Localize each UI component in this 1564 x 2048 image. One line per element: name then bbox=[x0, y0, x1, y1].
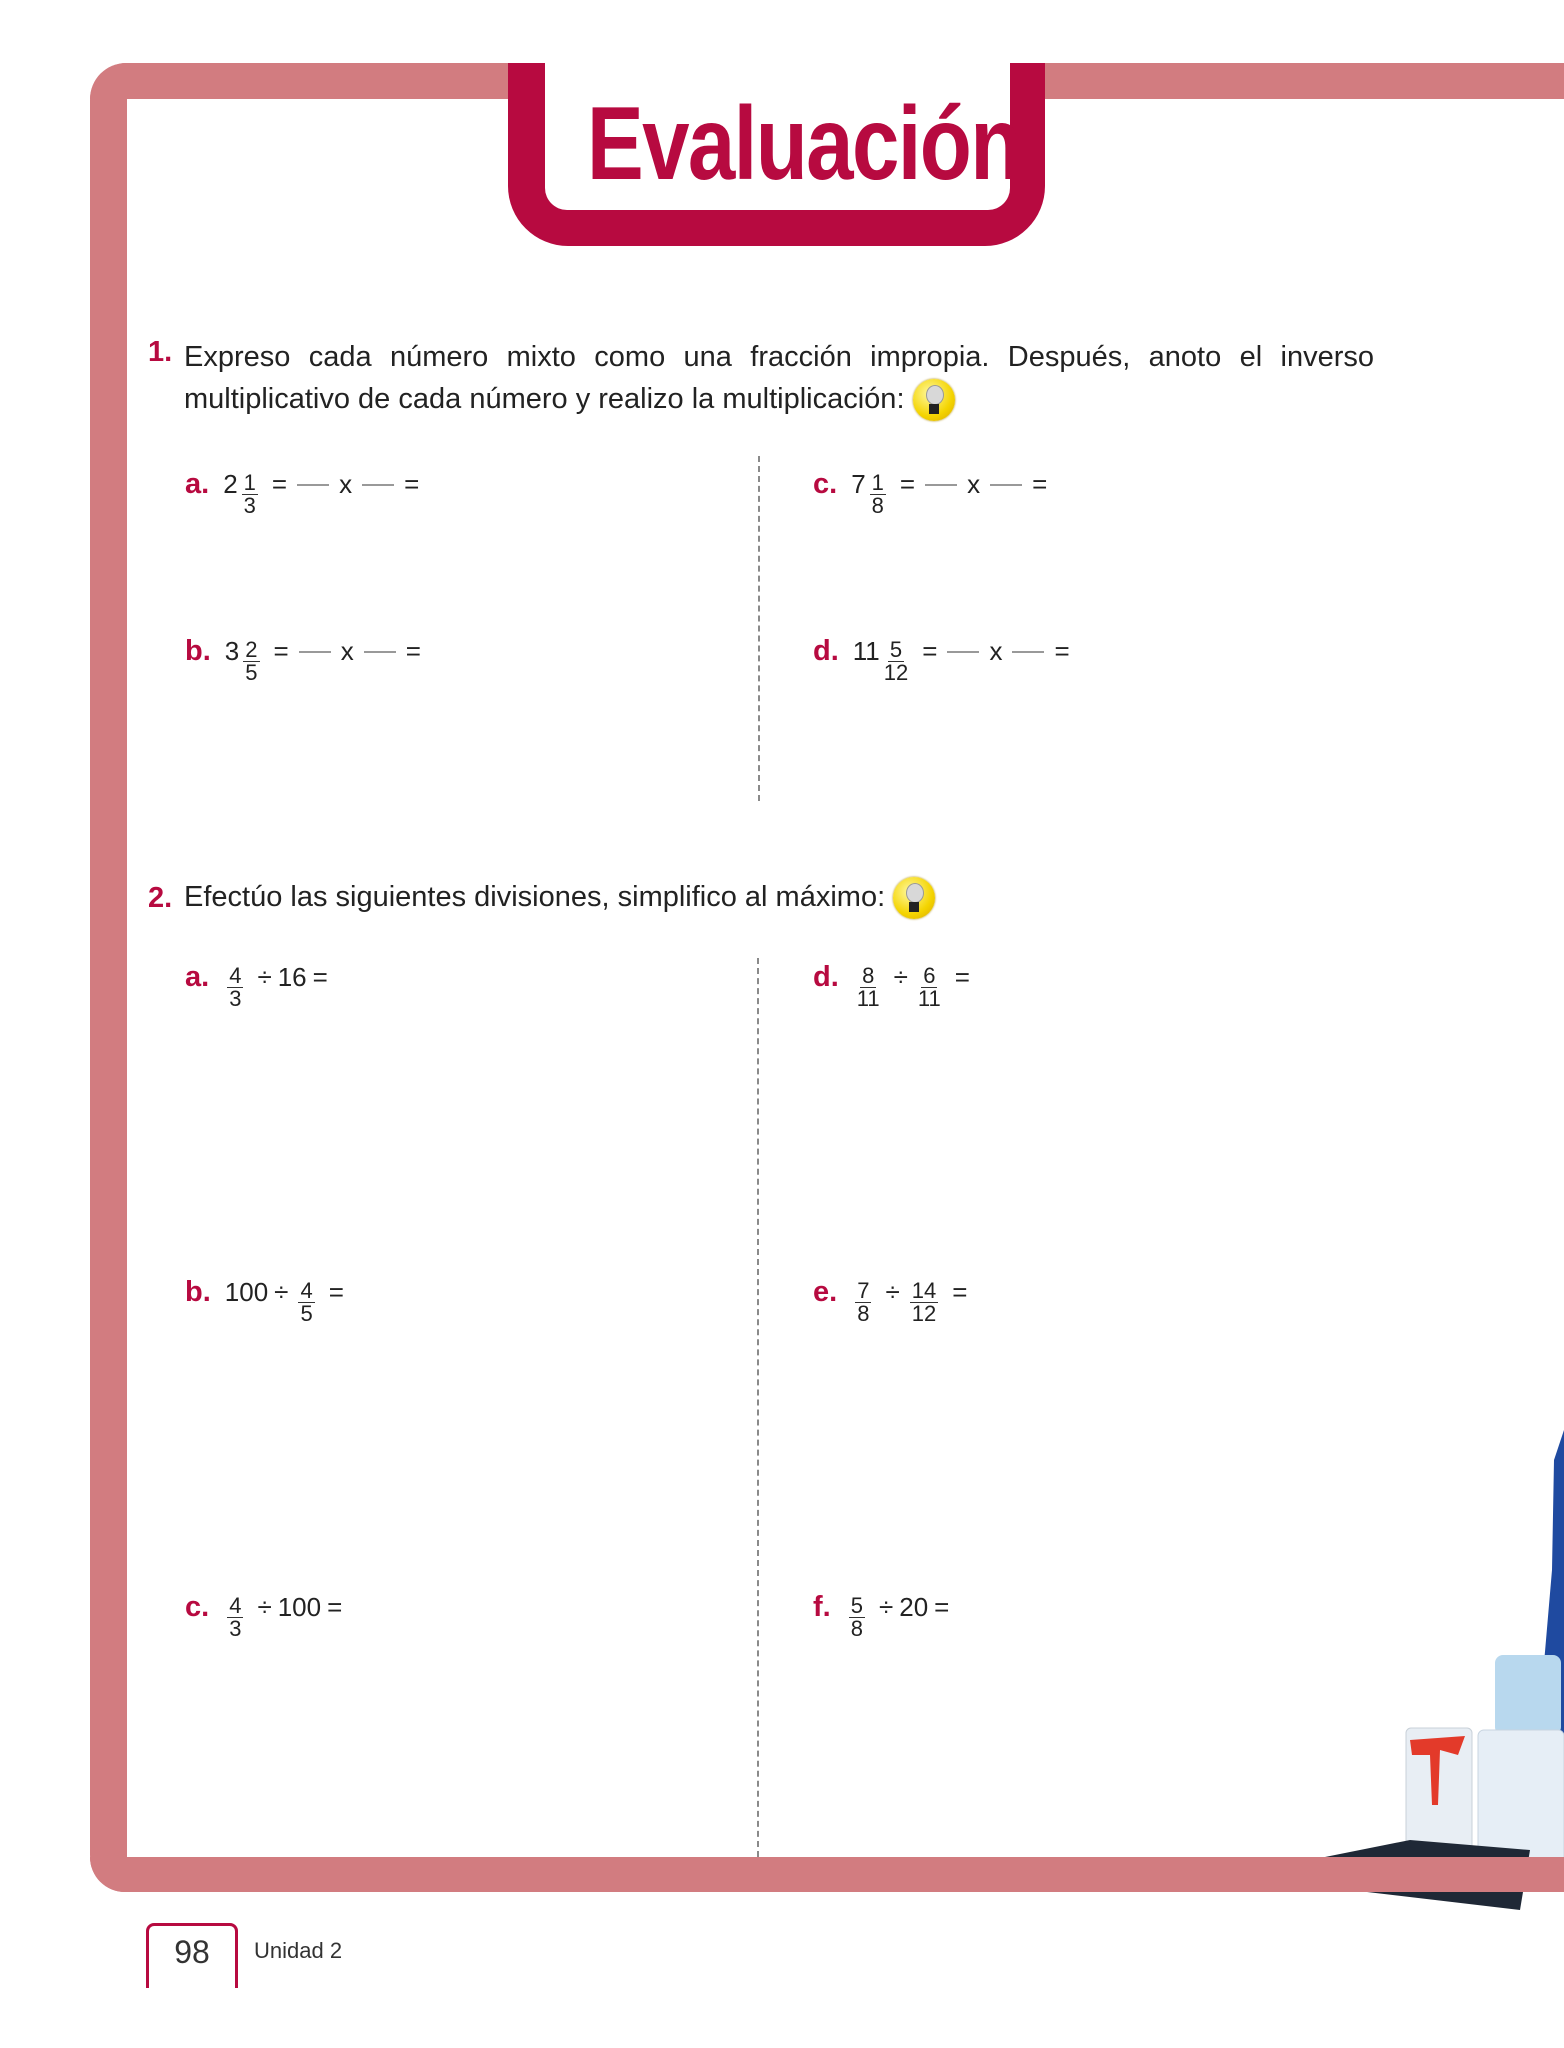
question-1-number: 1. bbox=[148, 336, 173, 368]
times: x bbox=[989, 636, 1003, 666]
numerator: 1 bbox=[871, 470, 884, 495]
numerator: 5 bbox=[889, 637, 903, 662]
denominator: 12 bbox=[911, 1301, 937, 1326]
q2-item-e bbox=[813, 1270, 973, 1326]
divide: ÷ bbox=[257, 962, 272, 992]
page-number: 98 bbox=[146, 1923, 238, 1988]
paint-cans-illustration bbox=[1290, 1410, 1564, 1930]
page-frame-bottom-overlay bbox=[90, 1857, 1564, 1892]
fraction bbox=[918, 965, 941, 1010]
divide: ÷ bbox=[893, 962, 908, 992]
equals: = bbox=[934, 1592, 950, 1622]
numerator: 14 bbox=[911, 1278, 937, 1303]
times: x bbox=[339, 469, 353, 499]
question-2-number: 2. bbox=[148, 882, 173, 914]
fraction bbox=[227, 965, 243, 1010]
q1-item-c bbox=[813, 462, 1053, 518]
fraction bbox=[242, 472, 258, 517]
item-label: d. bbox=[813, 961, 839, 993]
title-tab bbox=[508, 63, 1045, 246]
denominator: 11 bbox=[856, 986, 880, 1011]
denominator: 12 bbox=[883, 660, 909, 685]
equals: = bbox=[312, 962, 328, 992]
lightbulb-hint-icon[interactable] bbox=[913, 379, 955, 421]
denominator: 8 bbox=[857, 1301, 870, 1326]
item-label: a. bbox=[185, 468, 210, 500]
q2-item-c bbox=[185, 1585, 348, 1641]
item-label: c. bbox=[813, 468, 838, 500]
blue-paint-can bbox=[1495, 1655, 1561, 1735]
answer-blank[interactable] bbox=[362, 484, 394, 486]
times: x bbox=[340, 636, 354, 666]
question-2-prompt bbox=[184, 876, 935, 919]
denominator: 8 bbox=[850, 1616, 863, 1641]
whole: 2 bbox=[223, 469, 238, 499]
q1-item-a bbox=[185, 462, 425, 518]
equals: = bbox=[954, 962, 970, 992]
question-1-prompt bbox=[184, 336, 1374, 421]
numerator: 4 bbox=[300, 1278, 313, 1303]
denominator: 3 bbox=[243, 493, 256, 518]
q2-item-b bbox=[185, 1270, 350, 1326]
fraction bbox=[870, 472, 886, 517]
lightbulb-hint-icon[interactable] bbox=[893, 877, 935, 919]
equals: = bbox=[273, 636, 289, 666]
item-label: f. bbox=[813, 1591, 831, 1623]
equals: = bbox=[404, 469, 420, 499]
denominator: 3 bbox=[229, 986, 242, 1011]
equals: = bbox=[899, 469, 916, 499]
numerator: 2 bbox=[245, 637, 258, 662]
divisor: 100 bbox=[277, 1592, 322, 1622]
equals: = bbox=[922, 636, 938, 666]
divide: ÷ bbox=[257, 1592, 272, 1622]
equals: = bbox=[327, 1592, 343, 1622]
fraction bbox=[849, 1595, 865, 1640]
fraction bbox=[855, 1280, 871, 1325]
answer-blank[interactable] bbox=[990, 484, 1022, 486]
divide: ÷ bbox=[274, 1277, 289, 1307]
question-1-text: Expreso cada número mixto como una fracción impropia. Después, anoto el inverso multiplicativo de cada número y realizo la multiplicación: bbox=[184, 341, 1374, 415]
equals: = bbox=[1032, 469, 1048, 499]
answer-blank[interactable] bbox=[364, 651, 396, 653]
column-divider bbox=[757, 958, 759, 1857]
fraction bbox=[227, 1595, 243, 1640]
whole: 11 bbox=[852, 636, 880, 666]
q2-item-a bbox=[185, 955, 334, 1011]
divide: ÷ bbox=[878, 1592, 894, 1622]
q1-item-b bbox=[185, 629, 427, 685]
q2-item-d bbox=[813, 955, 976, 1011]
answer-blank[interactable] bbox=[925, 484, 957, 486]
divisor: 20 bbox=[899, 1592, 929, 1622]
numerator: 1 bbox=[243, 470, 256, 495]
times: x bbox=[967, 469, 981, 499]
divisor: 16 bbox=[277, 962, 307, 992]
fraction bbox=[243, 639, 259, 684]
question-2-text: Efectúo las siguientes divisiones, simplifico al máximo: bbox=[184, 881, 886, 913]
answer-blank[interactable] bbox=[1012, 651, 1044, 653]
equals: = bbox=[271, 469, 288, 499]
item-label: e. bbox=[813, 1276, 838, 1308]
numerator: 7 bbox=[857, 1278, 870, 1303]
whole: 3 bbox=[224, 636, 240, 666]
frame-corner bbox=[127, 1800, 187, 1857]
item-label: d. bbox=[813, 635, 839, 667]
answer-blank[interactable] bbox=[299, 651, 331, 653]
denominator: 5 bbox=[300, 1301, 313, 1326]
answer-blank[interactable] bbox=[947, 651, 979, 653]
item-label: a. bbox=[185, 961, 210, 993]
numerator: 6 bbox=[923, 963, 936, 988]
item-label: b. bbox=[185, 635, 211, 667]
item-label: b. bbox=[185, 1276, 211, 1308]
page-frame-left bbox=[90, 63, 127, 1892]
numerator: 8 bbox=[862, 963, 875, 988]
fraction bbox=[884, 639, 908, 684]
item-label: c. bbox=[185, 1591, 210, 1623]
fraction bbox=[910, 1280, 938, 1325]
equals: = bbox=[1054, 636, 1070, 666]
numerator: 4 bbox=[229, 963, 242, 988]
page-title: Evaluación bbox=[586, 86, 1021, 202]
unit-label: Unidad 2 bbox=[254, 1938, 343, 1963]
equals: = bbox=[405, 636, 421, 666]
whole: 7 bbox=[851, 469, 866, 499]
dividend: 100 bbox=[224, 1277, 269, 1307]
q2-item-f bbox=[813, 1585, 955, 1641]
numerator: 4 bbox=[229, 1593, 242, 1618]
column-divider bbox=[758, 456, 760, 801]
denominator: 3 bbox=[229, 1616, 242, 1641]
q1-item-d bbox=[813, 629, 1076, 685]
fraction bbox=[298, 1280, 314, 1325]
denominator: 11 bbox=[917, 986, 941, 1011]
equals: = bbox=[952, 1277, 968, 1307]
fraction bbox=[857, 965, 880, 1010]
answer-blank[interactable] bbox=[297, 484, 329, 486]
divide: ÷ bbox=[885, 1277, 900, 1307]
numerator: 5 bbox=[850, 1593, 863, 1618]
denominator: 5 bbox=[245, 660, 258, 685]
denominator: 8 bbox=[871, 493, 884, 518]
equals: = bbox=[328, 1277, 344, 1307]
